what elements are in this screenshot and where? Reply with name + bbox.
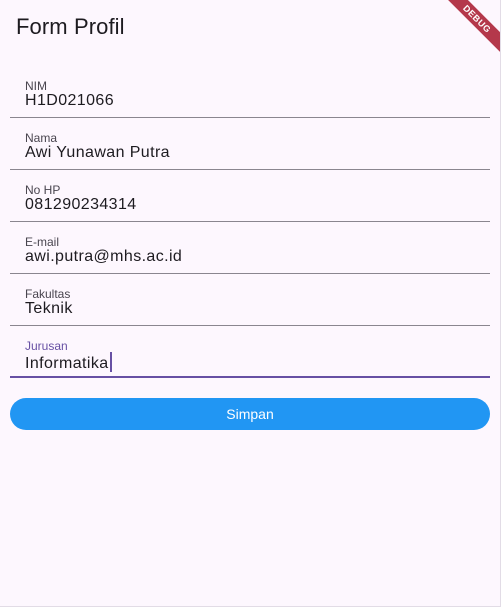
email-field[interactable] <box>10 222 490 274</box>
debug-banner-label: DEBUG <box>440 0 500 56</box>
page-title: Form Profil <box>16 14 125 39</box>
text-cursor <box>110 352 112 372</box>
no-hp-field[interactable] <box>10 170 490 222</box>
no-hp-field-value[interactable]: 081290234314 <box>25 196 137 213</box>
nama-field[interactable] <box>10 118 490 170</box>
nim-field[interactable] <box>10 66 490 118</box>
profile-form <box>10 66 490 378</box>
email-field-label: E-mail <box>25 235 60 249</box>
fakultas-field[interactable] <box>10 274 490 326</box>
jurusan-field-value-wrap[interactable] <box>25 352 112 373</box>
jurusan-field-label: Jurusan <box>25 339 68 353</box>
email-field-value[interactable]: awi.putra@mhs.ac.id <box>25 248 183 265</box>
no-hp-field-label: No HP <box>25 183 61 197</box>
nama-field-label: Nama <box>25 131 58 145</box>
fakultas-field-label: Fakultas <box>25 287 71 301</box>
simpan-button[interactable]: Simpan <box>10 398 490 430</box>
jurusan-field[interactable] <box>10 326 490 378</box>
app-bar <box>0 0 500 56</box>
nama-field-value[interactable]: Awi Yunawan Putra <box>25 144 170 161</box>
nim-field-value[interactable]: H1D021066 <box>25 92 114 109</box>
jurusan-field-value[interactable]: Informatika <box>25 355 109 372</box>
fakultas-field-value[interactable]: Teknik <box>25 300 73 317</box>
nim-field-label: NIM <box>25 79 47 93</box>
